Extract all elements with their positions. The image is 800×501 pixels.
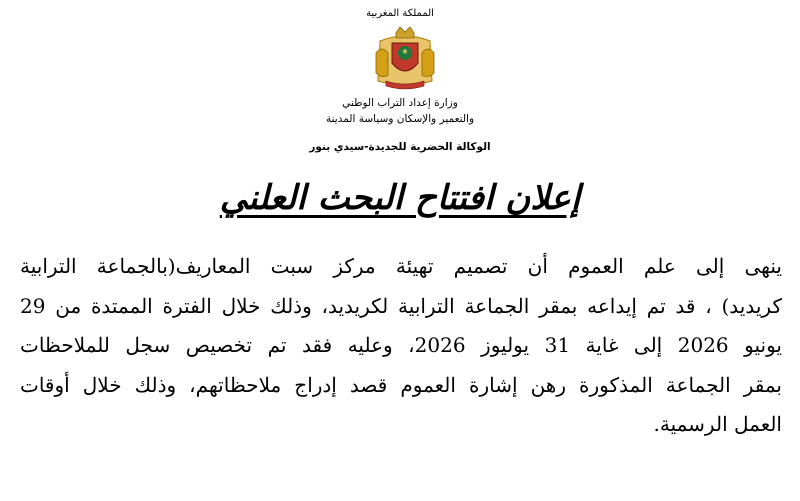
ministry-line-2: والتعمير والإسكان وسياسة المدينة	[325, 113, 475, 125]
notice-body	[20, 247, 782, 445]
body-line: العمل الرسمية.	[653, 412, 782, 436]
body-line: كريديد) ، قد تم إيداعه بمقر الجماعة الترابية لكريديد، وذلك خلال الفترة الممتدة من 29	[20, 293, 782, 318]
coat-of-arms-icon	[370, 23, 440, 93]
body-line: يونيو 2026 إلى غاية 31 يوليوز 2026، وعليه فقد تم تخصيص سجل للملاحظات	[20, 333, 783, 357]
kingdom-label: المملكة المغربية	[366, 8, 434, 19]
ministry-line-1: وزارة إعداد التراب الوطني	[342, 97, 458, 109]
notice-title: إعلان افتتاح البحث العلني	[219, 178, 581, 218]
agency-name: الوكالة الحضرية للجديدة-سيدي بنور	[309, 141, 491, 153]
body-line: بمقر الجماعة المذكورة رهن إشارة العموم قصد إدراج ملاحظاتهم، وذلك خلال أوقات	[20, 372, 782, 397]
body-line: ينهى إلى علم العموم أن تصميم تهيئة مركز سبت المعاريف(بالجماعة الترابية	[20, 254, 782, 278]
